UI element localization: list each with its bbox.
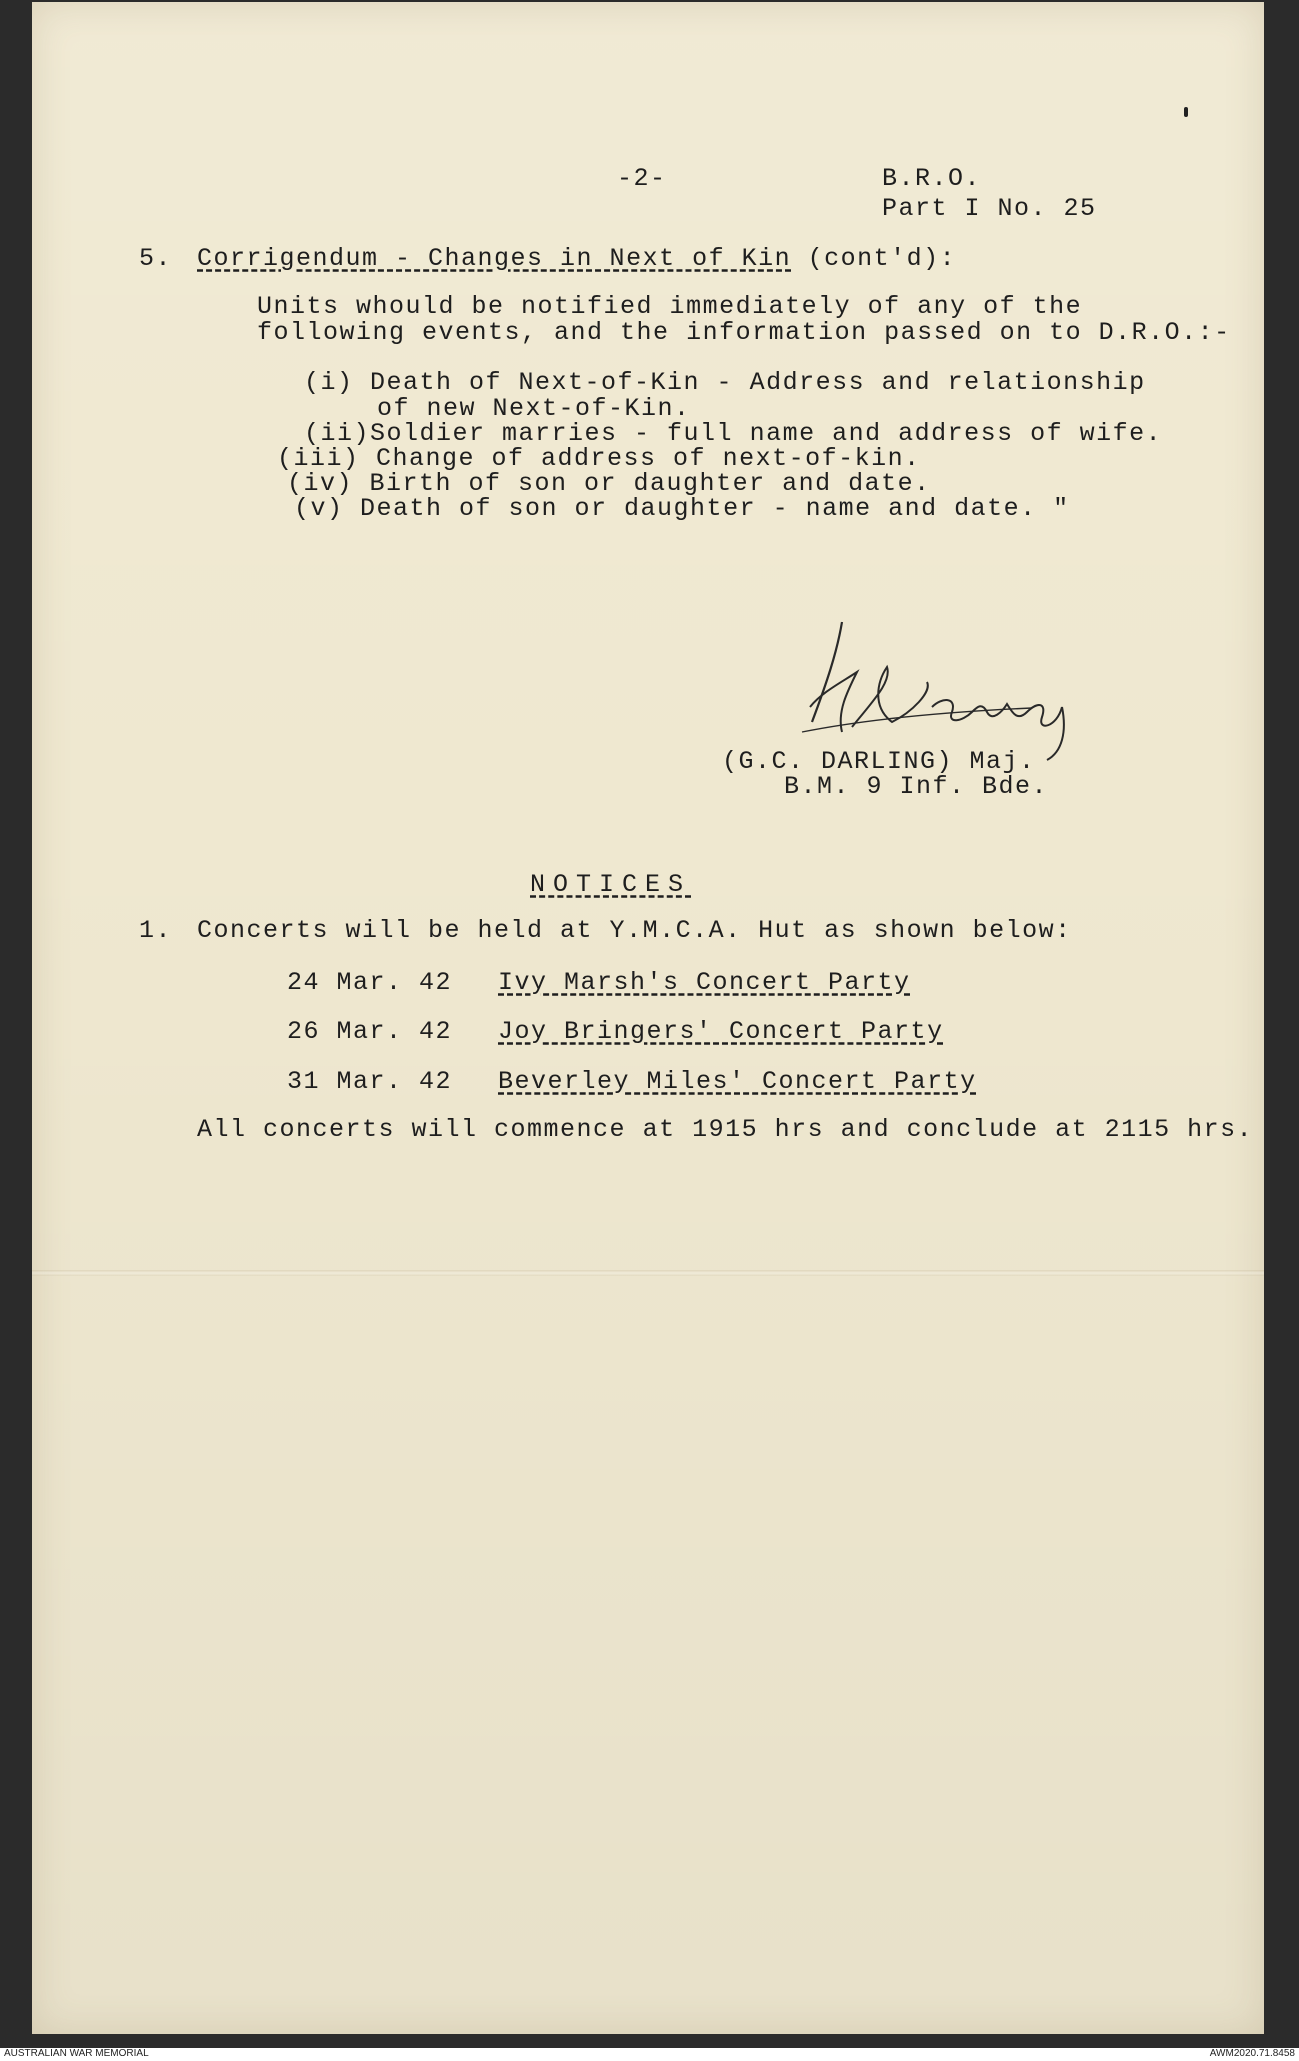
signatory-title: B.M. 9 Inf. Bde. [784, 772, 1049, 801]
archive-footer [0, 2048, 1299, 2061]
list-item: (iii) Change of address of next-of-kin. [277, 444, 921, 473]
section-heading-row [197, 244, 956, 273]
concert-date: 24 Mar. 42 [287, 968, 453, 997]
list-item: (ii)Soldier marries - full name and address of wife. [304, 419, 1163, 448]
notice-number: 1. [139, 916, 173, 945]
concert-date: 26 Mar. 42 [287, 1017, 453, 1046]
notice-intro: Concerts will be held at Y.M.C.A. Hut as shown below: [197, 916, 1072, 945]
list-item: (v) Death of son or daughter - name and date. " [294, 494, 1070, 523]
signatory-name: (G.C. DARLING) Maj. [722, 747, 1036, 776]
concert-party: Ivy Marsh's Concert Party [498, 968, 911, 997]
page-number: -2- [617, 164, 667, 193]
ink-speck [1184, 107, 1188, 117]
section-number: 5. [139, 244, 173, 273]
reference-line-2: Part I No. 25 [882, 194, 1097, 223]
section-heading: Corrigendum - Changes in Next of Kin [197, 244, 792, 273]
list-item: (iv) Birth of son or daughter and date. [287, 469, 931, 498]
intro-line-1: Units whould be notified immediately of any of the [257, 292, 1083, 321]
handwritten-signature [782, 612, 1122, 762]
notices-heading: NOTICES [530, 870, 692, 899]
concert-party: Joy Bringers' Concert Party [498, 1017, 944, 1046]
concert-date: 31 Mar. 42 [287, 1067, 453, 1096]
archive-reference: AWM2020.71.8458 [1209, 2048, 1295, 2059]
archive-name: AUSTRALIAN WAR MEMORIAL [4, 2048, 149, 2059]
section-heading-suffix: (cont'd): [807, 244, 957, 273]
concert-party: Beverley Miles' Concert Party [498, 1067, 977, 1096]
intro-line-2: following events, and the information passed on to D.R.O.:- [257, 318, 1231, 347]
paper-fold [32, 1270, 1264, 1276]
reference-line-1: B.R.O. [882, 164, 982, 193]
list-item: of new Next-of-Kin. [377, 394, 691, 423]
document-page [32, 2, 1264, 2034]
list-item: (i) Death of Next-of-Kin - Address and relationship [304, 368, 1146, 397]
notice-closing: All concerts will commence at 1915 hrs and conclude at 2115 hrs. [197, 1115, 1254, 1144]
